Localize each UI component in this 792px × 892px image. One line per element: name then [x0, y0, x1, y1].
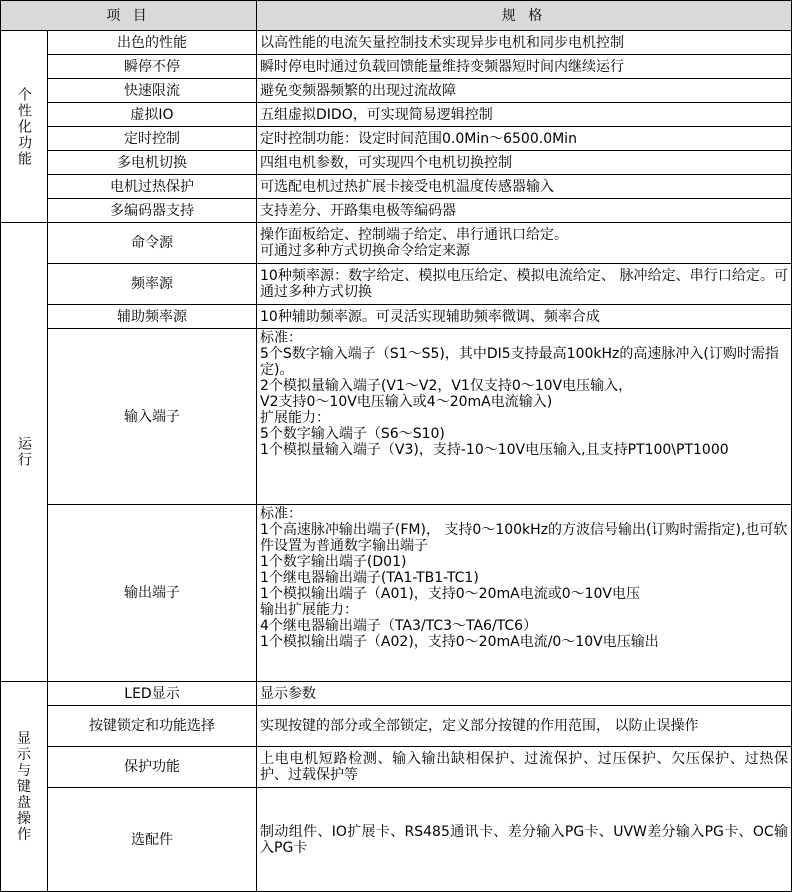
item-name: 辅助频率源 [48, 305, 257, 329]
item-name: 瞬停不停 [48, 55, 257, 79]
item-spec: 支持差分、开路集电极等编码器 [257, 199, 792, 223]
item-name: 定时控制 [48, 127, 257, 151]
table-row [1, 151, 792, 175]
table-row [1, 706, 792, 747]
item-spec: 标准： 5个S数字输入端子（S1～S5)，其中DI5支持最高100kHz的高速脉冲入(订购时需指定)。 2个模拟量输入端子(V1～V2，V1仅支持0～10V电压输入， V2支持0～10V电压输入或4～20mA电流输入) 扩展能力： 5个数字输入端子（S6～S10) 1个模拟量输入端子（V3)，支持-10～10V电压输入,且支持PT100\PT1000 [257, 329, 792, 505]
category-label: 个性化功能 [1, 31, 48, 223]
item-spec: 五组虚拟DIDO，可实现简易逻辑控制 [257, 103, 792, 127]
item-spec: 制动组件、IO扩展卡、RS485通讯卡、差分输入PG卡、UVW差分输入PG卡、OC输入PG卡 [257, 788, 792, 892]
table-row [1, 505, 792, 682]
item-name: 按键锁定和功能选择 [48, 706, 257, 747]
table-row [1, 103, 792, 127]
table-row [1, 788, 792, 892]
item-name: 快速限流 [48, 79, 257, 103]
header-item: 项 目 [1, 1, 257, 31]
table-row [1, 305, 792, 329]
item-name: 多电机切换 [48, 151, 257, 175]
table-row [1, 682, 792, 706]
item-name: 多编码器支持 [48, 199, 257, 223]
item-spec: 避免变频器频繁的出现过流故障 [257, 79, 792, 103]
category-label: 运行 [1, 223, 48, 682]
header-spec: 规 格 [257, 1, 792, 31]
category-label: 显 示 与 键 盘 操 作 [1, 682, 48, 892]
table-header-row [1, 1, 792, 31]
item-spec: 四组电机参数，可实现四个电机切换控制 [257, 151, 792, 175]
table-row [1, 127, 792, 151]
item-name: 电机过热保护 [48, 175, 257, 199]
table-row [1, 329, 792, 505]
item-spec: 以高性能的电流矢量控制技术实现异步电机和同步电机控制 [257, 31, 792, 55]
item-name: 选配件 [48, 788, 257, 892]
table-row [1, 79, 792, 103]
item-name: 频率源 [48, 264, 257, 305]
item-spec: 瞬时停电时通过负载回馈能量维持变频器短时间内继续运行 [257, 55, 792, 79]
item-spec: 10种频率源：数字给定、模拟电压给定、模拟电流给定、 脉冲给定、串行口给定。可通过多种方式切换 [257, 264, 792, 305]
item-name: LED显示 [48, 682, 257, 706]
item-spec: 可选配电机过热扩展卡接受电机温度传感器输入 [257, 175, 792, 199]
table-row [1, 175, 792, 199]
item-spec: 定时控制功能：设定时间范围0.0Min～6500.0Min [257, 127, 792, 151]
item-name: 命令源 [48, 223, 257, 264]
item-name: 保护功能 [48, 747, 257, 788]
item-name: 输出端子 [48, 505, 257, 682]
table-row [1, 31, 792, 55]
item-name: 出色的性能 [48, 31, 257, 55]
item-spec: 操作面板给定、控制端子给定、串行通讯口给定。 可通过多种方式切换命令给定来源 [257, 223, 792, 264]
table-row [1, 223, 792, 264]
table-row [1, 747, 792, 788]
item-spec: 标准： 1个高速脉冲输出端子(FM)， 支持0～100kHz的方波信号输出(订购时需指定),也可软件设置为普通数字输出端子 1个数字输出端子(D01) 1个继电器输出端子(TA1-TB1-TC1) 1个模拟输出端子（A01)，支持0～20mA电流或0～10V电压 输出扩展能力： 4个继电器输出端子（TA3/TC3～TA6/TC6） 1个模拟输出端子（A02)，支持0～20mA电流/0～10V电压输出 [257, 505, 792, 682]
item-name: 输入端子 [48, 329, 257, 505]
item-spec: 显示参数 [257, 682, 792, 706]
item-name: 虚拟IO [48, 103, 257, 127]
item-spec: 上电电机短路检测、输入输出缺相保护、过流保护、过压保护、欠压保护、过热保护、过载保护等 [257, 747, 792, 788]
item-spec: 10种辅助频率源。可灵活实现辅助频率微调、频率合成 [257, 305, 792, 329]
table-row [1, 199, 792, 223]
item-spec: 实现按键的部分或全部锁定，定义部分按键的作用范围， 以防止误操作 [257, 706, 792, 747]
table-row [1, 55, 792, 79]
table-row [1, 264, 792, 305]
